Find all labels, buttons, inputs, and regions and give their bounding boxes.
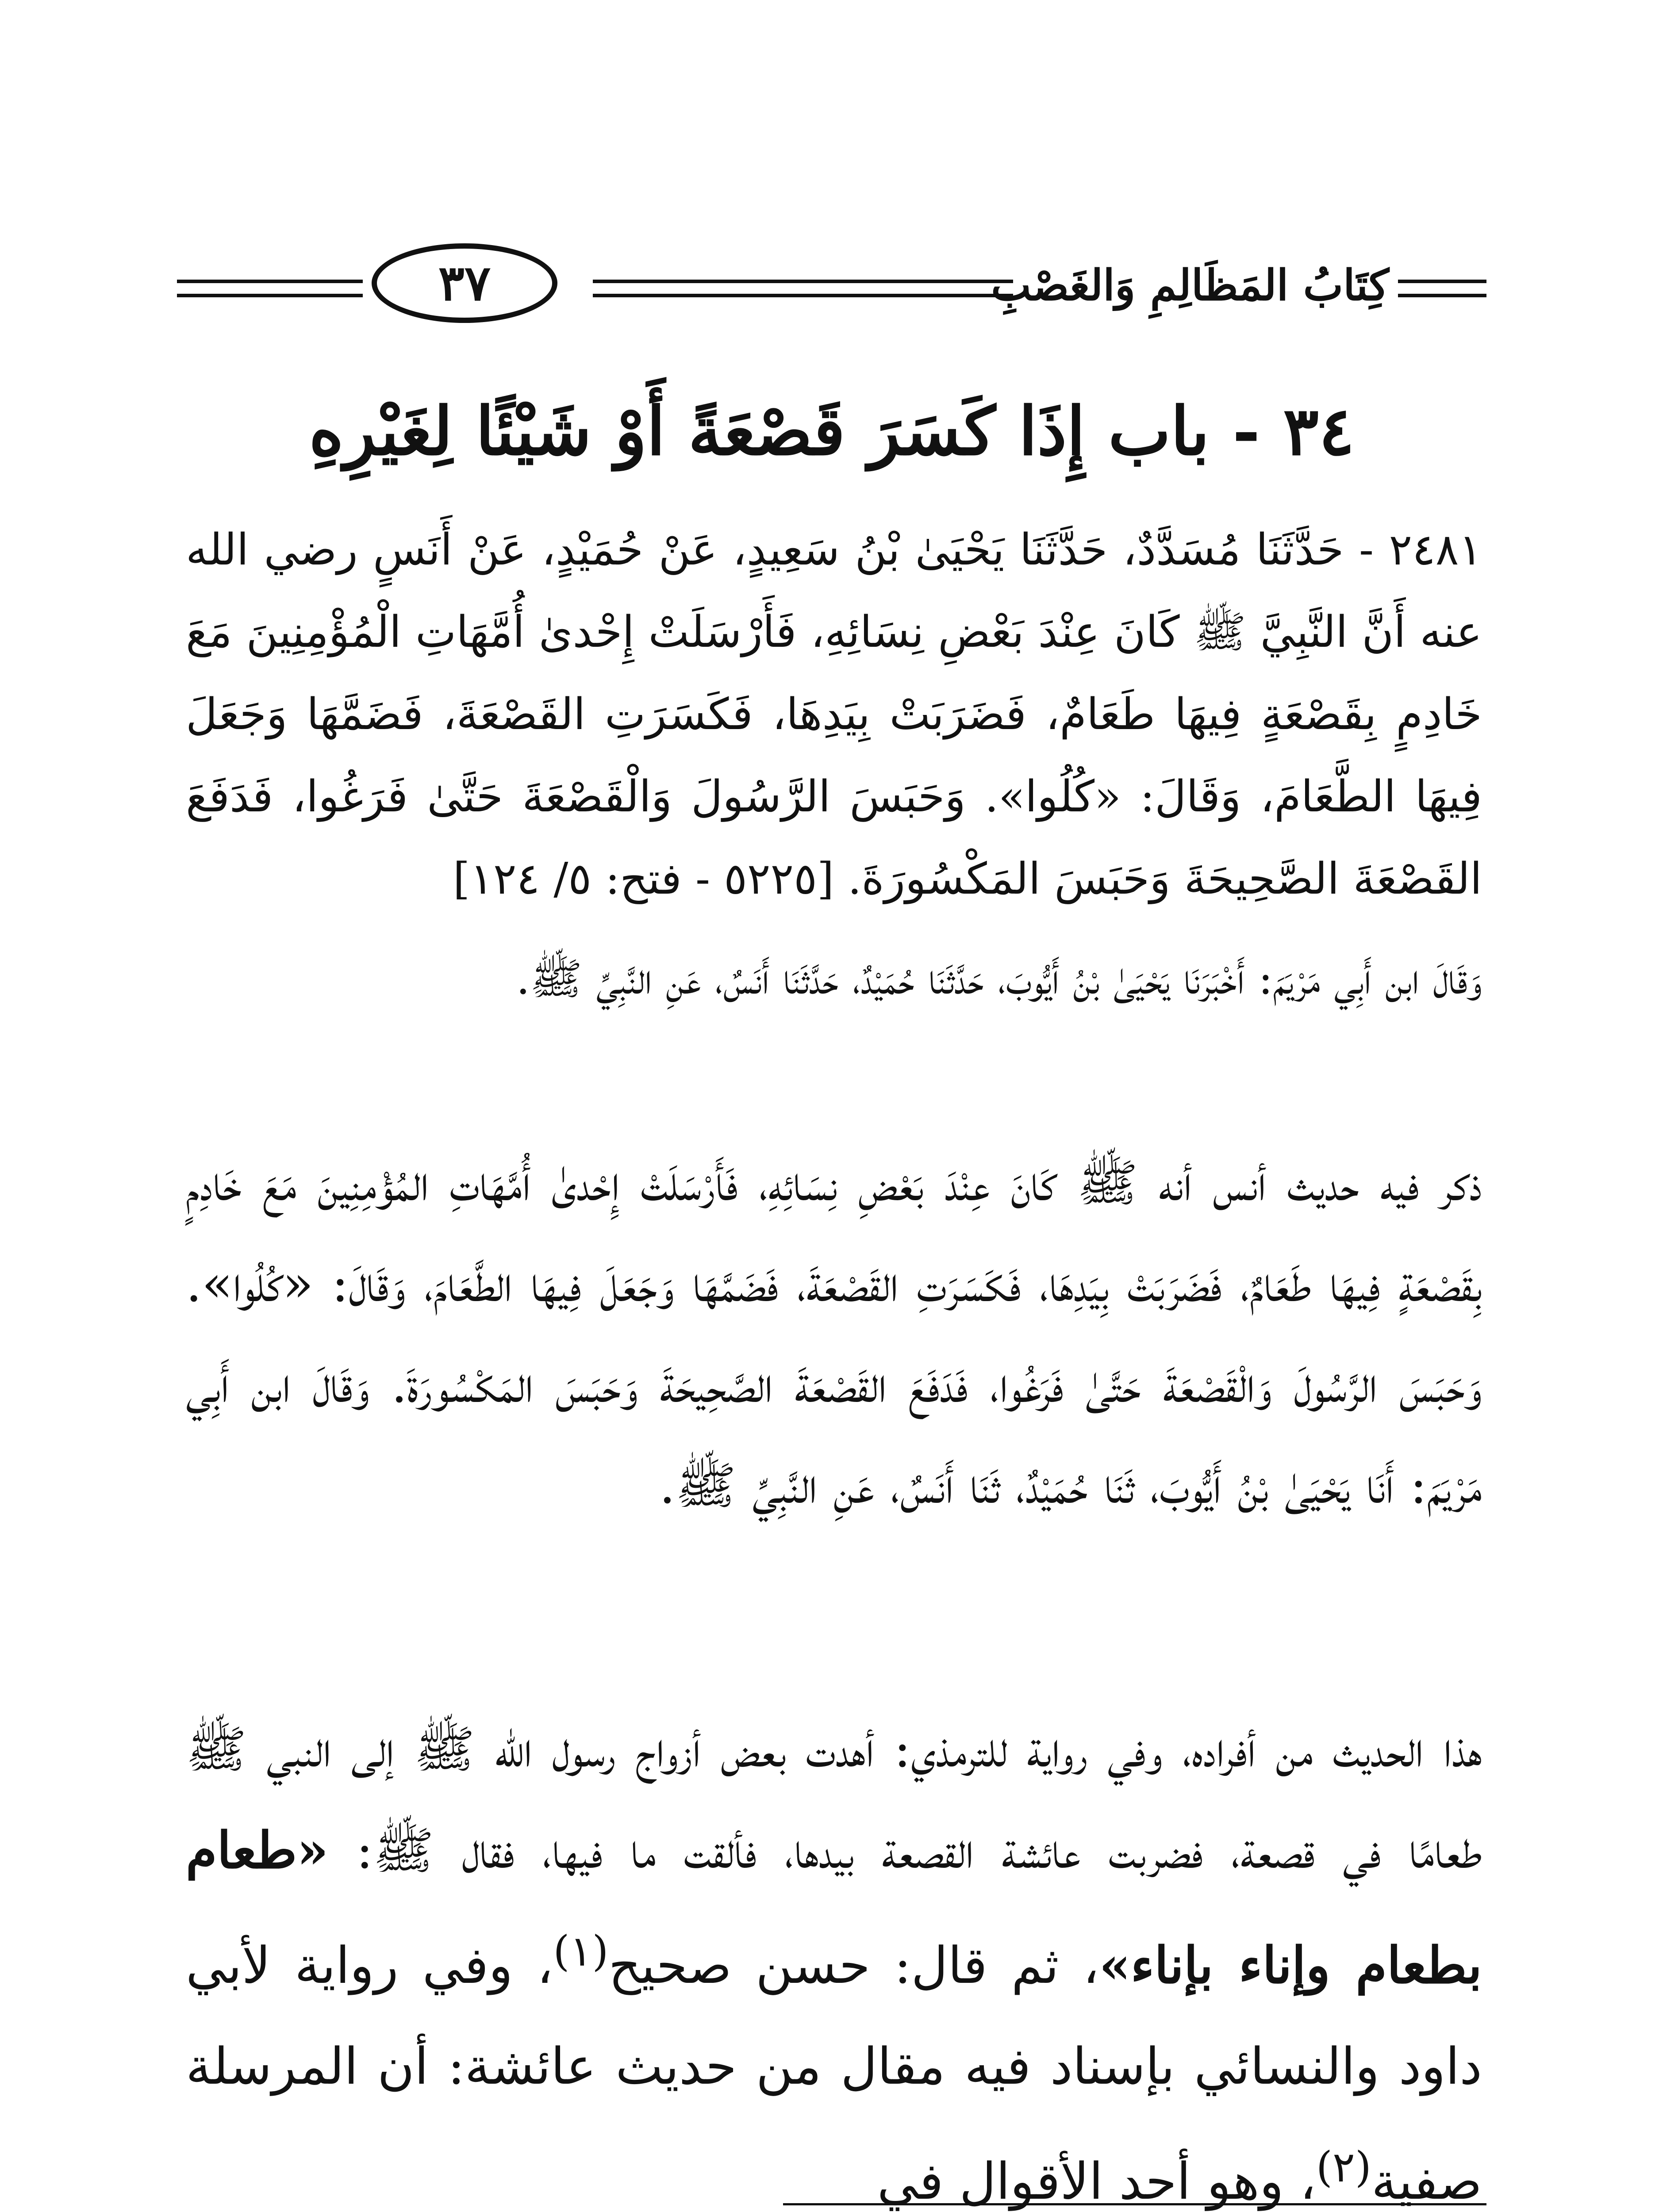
- header-rule-middle: [593, 280, 1013, 297]
- commentary-text: ، ثم قال: حسن صحيح: [608, 1936, 1099, 1995]
- hadith-text: ٢٤٨١ - حَدَّثَنَا مُسَدَّدٌ، حَدَّثَنَا يَحْيَىٰ بْنُ سَعِيدٍ، عَنْ حُمَيْدٍ، عَنْ أَنَسٍ رضي الله عنه أَنَّ النَّبِيَّ ﷺ كَانَ عِنْدَ بَعْضِ نِسَائِهِ، فَأَرْسَلَتْ إِحْدىٰ أُمَّهَاتِ الْمُؤْمِنِينَ مَعَ خَادِمٍ بِقَصْعَةٍ فِيهَا طَعَامٌ، فَضَرَبَتْ بِيَدِهَا، فَكَسَرَتِ القَصْعَةَ، فَضَمَّهَا وَجَعَلَ فِيهَا الطَّعَامَ، وَقَالَ: «كُلُوا». وَحَبَسَ الرَّسُولَ وَالْقَصْعَةَ حَتَّىٰ فَرَغُوا، فَدَفَعَ القَصْعَةَ الصَّحِيحَةَ وَحَبَسَ المَكْسُورَةَ. [٥٢٢٥ - فتح: ٥/ ١٢٤]: [186, 525, 1482, 904]
- isnad-text: وَقَالَ ابن أَبِي مَرْيَمَ: أَخْبَرَنَا يَحْيَىٰ بْنُ أَيُّوبَ، حَدَّثَنَا حُمَيْدٌ، حَدَّثَنَا أَنَسٌ، عَنِ النَّبِيِّ ﷺ.: [516, 954, 1482, 1004]
- commentary-text: ، وهو أحد الأقوال في: [877, 2152, 1316, 2211]
- footnote-reference-2[interactable]: (٢): [1316, 2143, 1371, 2192]
- running-header: [177, 239, 1486, 336]
- quoted-saying: «طعام بطعام وإناء بإناء»: [186, 1820, 1482, 1995]
- commentary-text: ، وفي رواية لأبي داود والنسائي بإسناد فيه مقال من حديث عائشة: أن المرسلة صفية: [186, 1936, 1482, 2211]
- commentary-paragraph-2: [186, 1699, 1482, 2212]
- book-title: كِتَابُ المَظَالِمِ وَالغَصْبِ: [991, 260, 1389, 310]
- footnote-reference-1[interactable]: (١): [553, 1927, 609, 1976]
- chapter-title: ٣٤ - باب إِذَا كَسَرَ قَصْعَةً أَوْ شَيْئًا لِغَيْرِهِ: [309, 392, 1355, 470]
- footnote-separator: [783, 2203, 1486, 2205]
- header-rule-left: [177, 280, 363, 297]
- header-rule-right: [1398, 280, 1486, 297]
- commentary-text: هذا الحديث من أفراده، وفي رواية للترمذي: أهدت بعض أزواج رسول الله ﷺ إلى النبي ﷺ طعامًا في قصعة، فضربت عائشة القصعة بيدها، فألقت ما فيها، فقال ﷺ:: [186, 1720, 1482, 1880]
- commentary-paragraph-1: ذكر فيه حديث أنس أنه ﷺ كَانَ عِنْدَ بَعْضِ نِسَائِهِ، فَأَرْسَلَتْ إِحْدىٰ أُمَّهَاتِ المُؤْمِنِينَ مَعَ خَادِمٍ بِقَصْعَةٍ فِيهَا طَعَامٌ، فَضَرَبَتْ بِيَدِهَا، فَكَسَرَتِ القَصْعَةَ، فَضَمَّهَا وَجَعَلَ فِيهَا الطَّعَامَ، وَقَالَ: «كُلُوا». وَحَبَسَ الرَّسُولَ وَالْقَصْعَةَ حَتَّىٰ فَرَغُوا، فَدَفَعَ القَصْعَةَ الصَّحِيحَةَ وَحَبَسَ المَكْسُورَةَ. وَقَالَ ابن أَبِي مَرْيَمَ: أَنَا يَحْيَىٰ بْنُ أَيُّوبَ، ثَنَا حُمَيْدٌ، ثَنَا أَنَسٌ، عَنِ النَّبِيِّ ﷺ.: [186, 1153, 1482, 1515]
- page-number: ٣٧: [372, 243, 557, 323]
